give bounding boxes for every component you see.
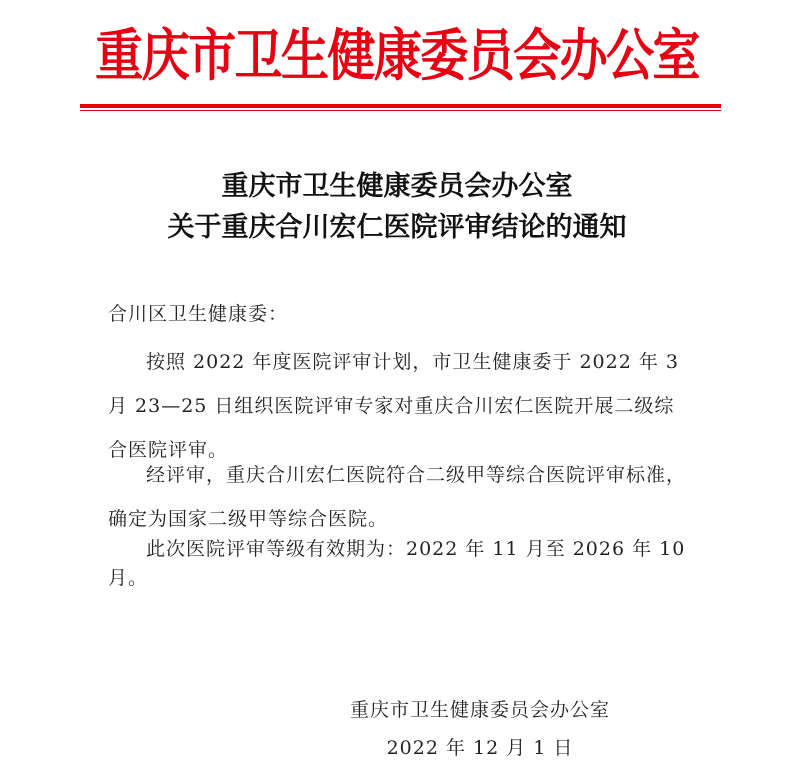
masthead-rule-thin xyxy=(80,110,721,111)
body-paragraph-1: 按照 2022 年度医院评审计划，市卫生健康委于 2022 年 3 月 23—25 日组织医院评审专家对重庆合川宏仁医院开展二级综合医院评审。 xyxy=(108,351,679,461)
body-paragraph-2: 经评审，重庆合川宏仁医院符合二级甲等综合医院评审标准，确定为国家二级甲等综合医院。 xyxy=(108,464,687,530)
salutation: 合川区卫生健康委： xyxy=(108,303,289,325)
signature-organization: 重庆市卫生健康委员会办公室 xyxy=(349,699,610,721)
signature-date: 2022 年 12 月 1 日 xyxy=(386,737,574,759)
notice-title-line1: 重庆市卫生健康委员会办公室 xyxy=(221,171,573,202)
body-paragraph-3: 此次医院评审等级有效期为：2022 年 11 月至 2026 年 10 月。 xyxy=(108,538,686,589)
notice-title-line2: 关于重庆合川宏仁医院评审结论的通知 xyxy=(167,212,627,243)
masthead-rule-thick xyxy=(80,104,721,108)
masthead-title: 重庆市卫生健康委员会办公室 xyxy=(95,23,699,89)
